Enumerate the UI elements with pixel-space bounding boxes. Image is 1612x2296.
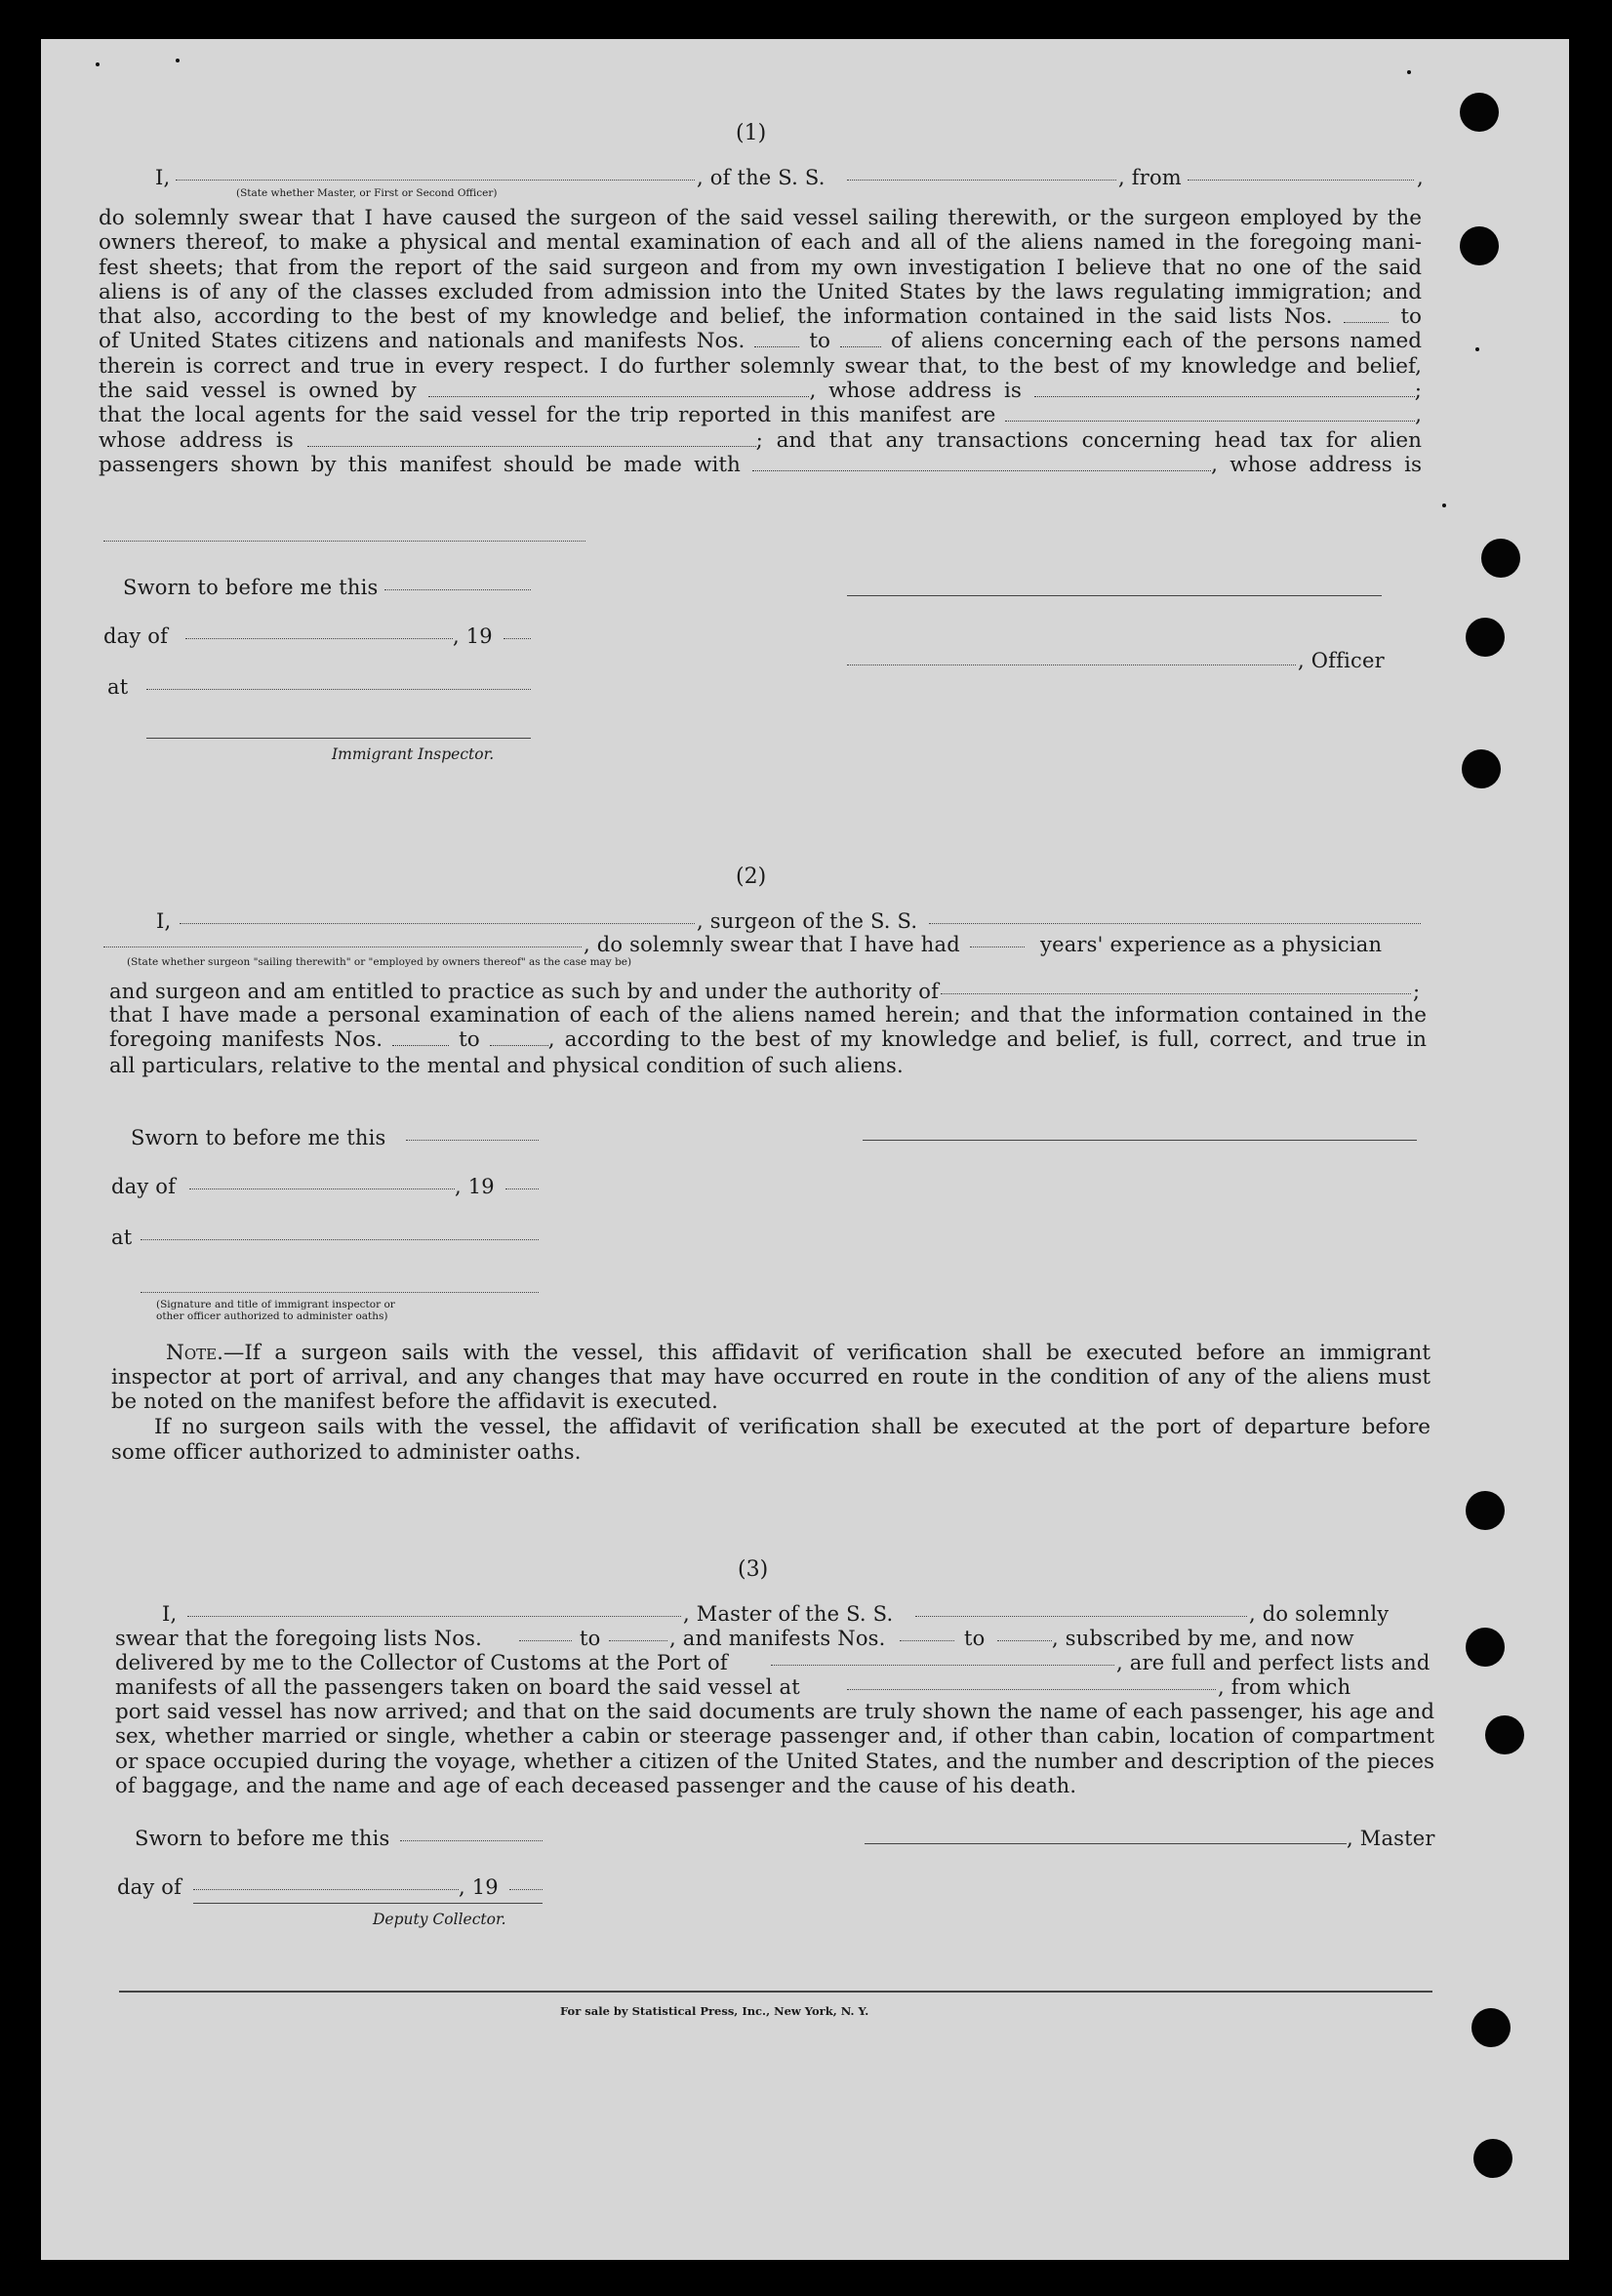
s1-at-label: at <box>107 675 129 699</box>
s1-line: owners thereof, to make a physical and mental examination of each and all of the aliens named in the foregoing mani- <box>99 230 1422 256</box>
s1-day-label: day of <box>103 624 169 648</box>
speck <box>1475 347 1479 351</box>
s3-subscribed-label: , subscribed by me, and now <box>1052 1627 1354 1650</box>
s1-manifests-from-field[interactable] <box>754 333 799 347</box>
s2-sworn-label: Sworn to before me this <box>131 1126 386 1149</box>
s1-vessel-field[interactable] <box>847 180 1116 181</box>
s1-line: that the local agents for the said vessel for the trip reported in this manifest are , <box>99 403 1422 428</box>
s3-line: port said vessel has now arrived; and that on the said documents are truly shown the name of each passenger, his age and <box>115 1700 1434 1724</box>
s2-surgeon-name-field[interactable] <box>180 923 695 924</box>
s3-sworn-label: Sworn to before me this <box>135 1827 390 1850</box>
punch-hole <box>1460 226 1499 265</box>
s2-line: that I have made a personal examination of each of the aliens named herein; and that the information contained in the <box>109 1003 1427 1027</box>
s3-taken-label: manifests of all the passengers taken on board the said vessel at <box>115 1675 800 1699</box>
speck <box>1442 504 1446 507</box>
s3-port-label: delivered by me to the Collector of Customs at the Port of <box>115 1651 728 1674</box>
s3-deputy-signature-line[interactable] <box>193 1903 543 1904</box>
note-line: some officer authorized to administer oaths. <box>111 1440 582 1464</box>
s3-lists-to-field[interactable] <box>609 1640 667 1641</box>
s3-paragraph <box>115 1700 1434 1774</box>
s2-caption: (State whether surgeon "sailing therewith" or "employed by owners thereof" as the case may be) <box>127 956 632 968</box>
punch-hole <box>1471 2008 1511 2047</box>
s3-vessel-field[interactable] <box>915 1616 1247 1617</box>
s3-sworn-field[interactable] <box>400 1840 543 1841</box>
s1-line: aliens is of any of the classes excluded from admission into the United States by the laws regulating immigration; and <box>99 279 1422 304</box>
s2-vessel-field[interactable] <box>929 923 1421 924</box>
s1-sworn-field[interactable] <box>384 589 531 590</box>
s1-comma: , <box>1417 166 1424 189</box>
s3-i-label: I, <box>162 1602 178 1626</box>
s3-line: or space occupied during the voyage, whether a citizen of the United States, and the number and description of the pieces <box>115 1749 1434 1774</box>
s3-year-label: , 19 <box>459 1875 499 1899</box>
s3-port-field[interactable] <box>771 1665 1114 1666</box>
speck <box>1407 70 1411 74</box>
s1-inspector-label: Immigrant Inspector. <box>332 745 495 763</box>
s3-perfect-label: , are full and perfect lists and <box>1116 1651 1431 1674</box>
s1-owner-address-field[interactable] <box>1034 383 1415 397</box>
s2-year-label: , 19 <box>455 1175 495 1198</box>
s1-line: that also, according to the best of my knowledge and belief, the information contained in the said lists Nos. to <box>99 304 1422 330</box>
punch-hole <box>1485 1715 1524 1754</box>
s1-signature-line[interactable] <box>847 595 1382 596</box>
s1-head-tax-contact-field[interactable] <box>752 457 1211 471</box>
s1-day-field[interactable] <box>185 638 453 639</box>
s1-sworn-label: Sworn to before me this <box>123 576 379 599</box>
s1-line: therein is correct and true in every respect. I do further solemnly swear that, to the best of my knowledge and belief, <box>99 353 1422 379</box>
punch-hole <box>1460 93 1499 132</box>
s2-at-label: at <box>111 1226 133 1249</box>
punch-hole <box>1462 749 1501 788</box>
s1-at-field[interactable] <box>146 689 531 690</box>
speck <box>96 62 100 66</box>
note-line: inspector at port of arrival, and any changes that may have occurred en route in the condition of any of the aliens must <box>111 1365 1431 1390</box>
s2-day-field[interactable] <box>189 1188 455 1189</box>
s2-particulars-line: all particulars, relative to the mental and physical condition of such aliens. <box>109 1054 904 1077</box>
s2-inspector-signature-field[interactable] <box>141 1292 539 1293</box>
s3-manifests-from-field[interactable] <box>900 1640 954 1641</box>
s2-day-label: day of <box>111 1175 177 1198</box>
s3-lists-from-field[interactable] <box>519 1640 572 1641</box>
s1-line: passengers shown by this manifest should be made with , whose address is <box>99 452 1422 477</box>
s3-to-label-2: to <box>964 1627 986 1650</box>
s1-lists-from-field[interactable] <box>1344 308 1389 323</box>
punch-hole <box>1466 1491 1505 1530</box>
s1-from-field[interactable] <box>1188 180 1414 181</box>
s1-line: the said vessel is owned by , whose address is ; <box>99 379 1422 404</box>
s1-owner-field[interactable] <box>428 383 809 397</box>
s1-officer-label: , Officer <box>1298 649 1385 672</box>
note-line: If no surgeon sails with the vessel, the affidavit of verification shall be executed at the port of departure before <box>154 1415 1431 1439</box>
s3-manifests-to-field[interactable] <box>997 1640 1052 1641</box>
s1-oath-paragraph <box>99 206 1422 477</box>
punch-hole <box>1466 1628 1505 1667</box>
form-page <box>41 39 1569 2260</box>
section-3-number: (3) <box>738 1557 769 1582</box>
punch-hole <box>1466 618 1505 657</box>
s2-manifest-to-field[interactable] <box>490 1031 548 1046</box>
s3-lists-label: swear that the foregoing lists Nos. <box>115 1627 482 1650</box>
speck <box>176 59 180 62</box>
s2-swear-label: , do solemnly swear that I have had <box>584 933 960 956</box>
s2-at-field[interactable] <box>141 1239 539 1240</box>
s3-year-field[interactable] <box>509 1889 543 1890</box>
s3-line: sex, whether married or single, whether a cabin or steerage passenger and, if other than cabin, location of compartment <box>115 1724 1434 1750</box>
s1-line: do solemnly swear that I have caused the surgeon of the said vessel sailing therewith, or the surgeon employed by the <box>99 206 1422 230</box>
s1-year-field[interactable] <box>504 638 531 639</box>
s3-from-which-label: , from which <box>1218 1675 1351 1699</box>
s3-master-sig-label: , Master <box>1347 1827 1435 1850</box>
s2-surgeon-label: , surgeon of the S. S. <box>697 909 918 933</box>
s1-line: of United States citizens and nationals and manifests Nos. to of aliens concerning each of the persons named <box>99 329 1423 354</box>
s2-manifest-from-field[interactable] <box>392 1031 449 1046</box>
s3-master-label: , Master of the S. S. <box>683 1602 894 1626</box>
s2-note <box>111 1341 1431 1390</box>
s1-agents-field[interactable] <box>1005 407 1415 422</box>
s1-address-continuation-field[interactable] <box>103 541 585 542</box>
section-1-number: (1) <box>736 121 767 145</box>
s3-manifests-label: , and manifests Nos. <box>669 1627 886 1650</box>
note-line: Note.—If a surgeon sails with the vessel, this affidavit of verification shall be executed before an immigrant <box>166 1341 1431 1365</box>
s3-deputy-label: Deputy Collector. <box>373 1911 506 1928</box>
punch-hole <box>1481 539 1520 578</box>
s2-i-label: I, <box>156 909 172 933</box>
s1-inspector-signature-line[interactable] <box>146 738 531 739</box>
s1-caption: (State whether Master, or First or Second Officer) <box>236 187 498 199</box>
s2-year-field[interactable] <box>505 1188 539 1189</box>
s1-line: fest sheets; that from the report of the said surgeon and from my own investigation I believe that no one of the said <box>99 255 1422 280</box>
s3-day-label: day of <box>117 1875 182 1899</box>
s2-paragraph <box>109 1003 1427 1053</box>
s2-sworn-field[interactable] <box>406 1140 539 1141</box>
s1-year-label: , 19 <box>453 624 493 648</box>
section-2-number: (2) <box>736 865 767 889</box>
note-line: be noted on the manifest before the affidavit is executed. <box>111 1390 719 1413</box>
s1-of-ss-label: , of the S. S. <box>697 166 826 189</box>
s3-master-name-field[interactable] <box>187 1616 681 1617</box>
s3-to-label: to <box>580 1627 601 1650</box>
s2-authority-label: and surgeon and am entitled to practice as such by and under the authority of <box>109 980 940 1003</box>
s3-master-signature-line[interactable] <box>865 1843 1347 1844</box>
punch-hole <box>1473 2139 1512 2178</box>
footer-rule <box>119 1991 1432 1993</box>
s3-day-field[interactable] <box>193 1889 459 1890</box>
s1-agents-address-field[interactable] <box>307 432 756 447</box>
s3-solemnly-label: , do solemnly <box>1249 1602 1390 1626</box>
s1-i-label: I, <box>155 166 171 189</box>
s2-sig-caption-1: (Signature and title of immigrant inspector or <box>156 1299 395 1310</box>
s2-note-2 <box>111 1415 1431 1439</box>
s2-signature-line[interactable] <box>863 1140 1417 1141</box>
s3-boarding-port-field[interactable] <box>847 1689 1216 1690</box>
s3-line: of baggage, and the name and age of each deceased passenger and the cause of his death. <box>115 1774 1077 1797</box>
s2-authority-field[interactable] <box>941 993 1411 994</box>
s2-line: foregoing manifests Nos. to , according to the best of my knowledge and belief, is full, correct, and true in <box>109 1027 1427 1053</box>
s2-sig-caption-2: other officer authorized to administer oaths) <box>156 1310 388 1322</box>
s2-years-label: years' experience as a physician <box>1040 933 1383 956</box>
s1-manifests-to-field[interactable] <box>840 333 881 347</box>
s1-from-label: , from <box>1118 166 1182 189</box>
s1-line: whose address is ; and that any transactions concerning head tax for alien <box>99 427 1422 453</box>
s2-semicolon: ; <box>1413 980 1421 1003</box>
footer-imprint: For sale by Statistical Press, Inc., New York, N. Y. <box>560 2004 869 2018</box>
s1-officer-name-field[interactable] <box>176 180 695 181</box>
